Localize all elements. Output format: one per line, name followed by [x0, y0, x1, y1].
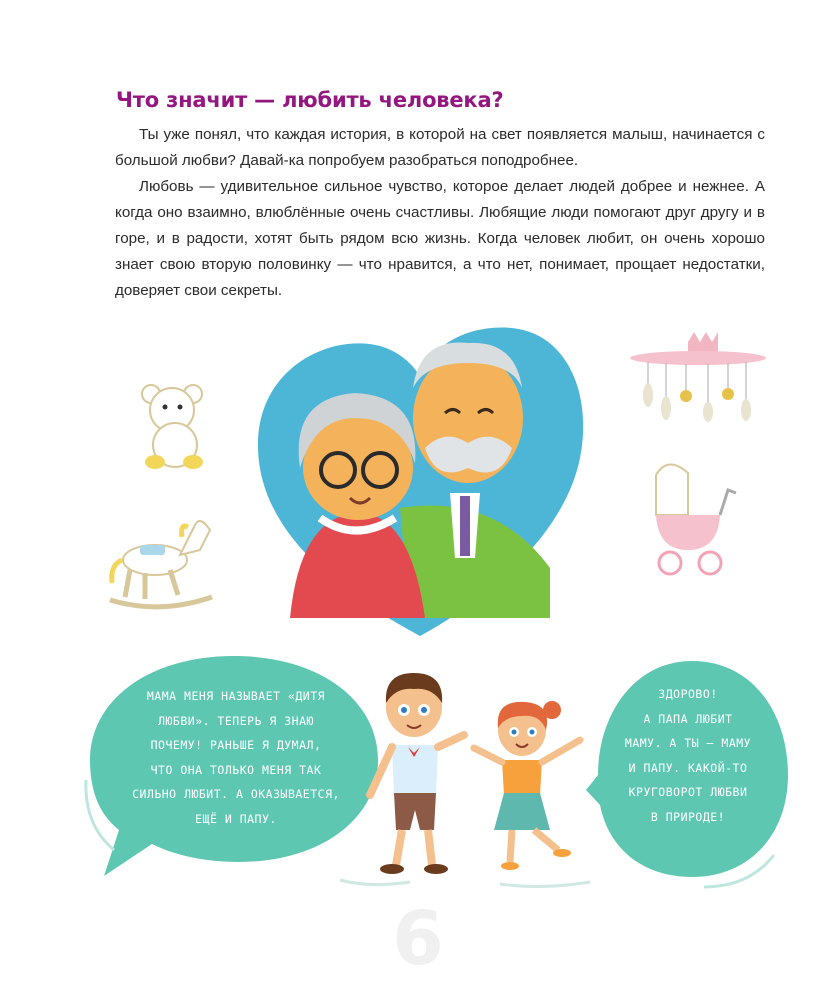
- baby-mobile-illustration: [628, 330, 768, 425]
- teddy-bear-illustration: [135, 380, 215, 475]
- paragraph-2: Любовь — удивительное сильное чувство, которое делает людей добрее и нежнее. А когда оно взаимно, влюблённые очень счастливы. Любящие люди помогают друг другу и в горе, и в радости, хотят быть рядом всю жизнь. Когда человек любит, он очень хорошо знает свою вторую половинку — что нравится, а что нет, понимает, прощает недостатки, доверяет свои секреты.: [115, 178, 765, 299]
- page-number: 6: [392, 896, 444, 982]
- rocking-horse-illustration: [100, 505, 220, 615]
- right-speech-bubble-text: ЗДОРОВО! А ПАПА ЛЮБИТ МАМУ. А ТЫ — МАМУ И ПАПУ. КАКОЙ-ТО КРУГОВОРОТ ЛЮБВИ В ПРИРОДЕ!: [624, 687, 752, 824]
- grandparents-heart-illustration: [250, 318, 595, 638]
- left-speech-bubble-text: МАМА МЕНЯ НАЗЫВАЕТ «ДИТЯ ЛЮБВИ». ТЕПЕРЬ Я ЗНАЮ ПОЧЕМУ! РАНЬШЕ Я ДУМАЛ, ЧТО ОНА ТОЛЬКО МЕНЯ ТАК СИЛЬНО ЛЮБИТ. А ОКАЗЫВАЕТСЯ, ЕЩЁ И ПАПУ.: [132, 689, 340, 826]
- paragraph-1: Ты уже понял, что каждая история, в которой на свет появляется малыш, начинается с большой любви? Давай-ка попробуем разобраться поподробнее.: [115, 126, 765, 169]
- boy-illustration: [362, 665, 472, 880]
- girl-illustration: [470, 690, 590, 875]
- ground-decoration: [330, 860, 620, 900]
- page-title: Что значит — любить человека?: [116, 88, 504, 112]
- pram-illustration: [648, 455, 738, 580]
